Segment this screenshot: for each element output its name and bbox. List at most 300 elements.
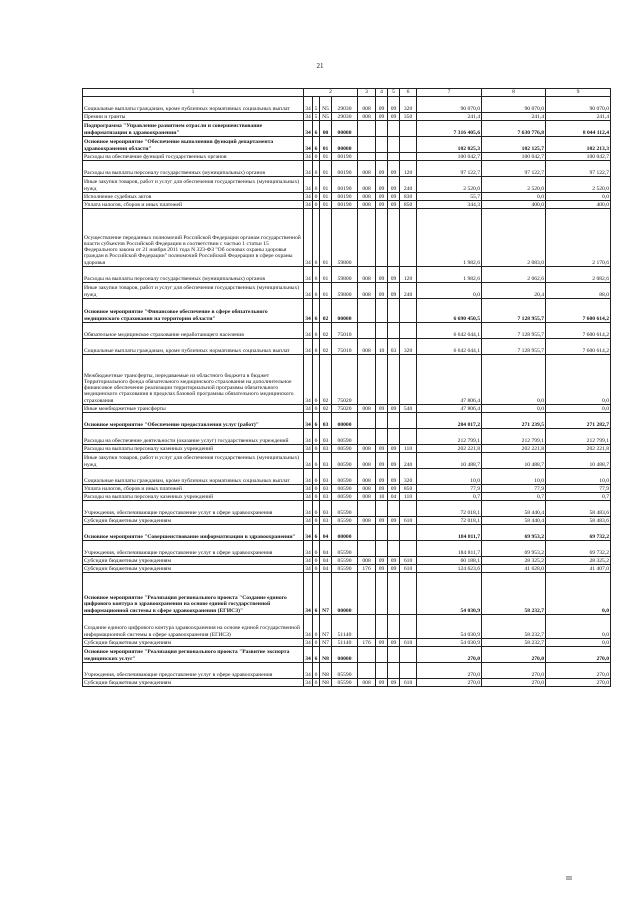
- code-cell: 00190: [332, 201, 358, 209]
- code-cell: 00000: [332, 137, 358, 153]
- code-cell: 05590: [332, 565, 358, 573]
- code-cell: 34: [304, 121, 313, 137]
- subsection-cell: [388, 647, 400, 663]
- code-cell: 6: [313, 647, 320, 663]
- row-name-cell: Социальные выплаты гражданам, кроме публичных нормативных социальных выплат: [83, 469, 304, 485]
- amount-cell: 102 125,7: [482, 137, 546, 153]
- subsection-cell: 09: [388, 97, 400, 113]
- code-cell: 34: [304, 663, 313, 679]
- section-cell: 10: [376, 493, 388, 501]
- table-row: [83, 413, 611, 429]
- grbs-cell: [358, 355, 376, 405]
- code-cell: N5: [320, 97, 332, 113]
- row-name-cell: Субсидии бюджетным учреждениям: [83, 517, 304, 525]
- code-cell: 01: [320, 201, 332, 209]
- row-name-cell: Учреждения, обеспечивающие предоставление услуг в сфере здравоохранения: [83, 663, 304, 679]
- expense-type-cell: [400, 121, 417, 137]
- code-cell: 04: [320, 565, 332, 573]
- amount-cell: 69 732,2: [546, 541, 611, 557]
- amount-cell: 7 600 614,2: [546, 339, 611, 355]
- expense-type-cell: [400, 413, 417, 429]
- amount-cell: 2 520,0: [482, 177, 546, 193]
- code-cell: 03: [320, 469, 332, 485]
- expense-type-cell: [400, 501, 417, 517]
- code-cell: 02: [320, 299, 332, 323]
- grbs-cell: 176: [358, 639, 376, 647]
- expense-type-cell: [400, 153, 417, 161]
- table-row: [83, 323, 611, 339]
- grbs-cell: [358, 615, 376, 639]
- corner-mark: III: [566, 876, 572, 882]
- grbs-cell: [358, 429, 376, 445]
- expense-type-cell: [400, 647, 417, 663]
- code-cell: 01: [320, 177, 332, 193]
- code-cell: 05590: [332, 679, 358, 687]
- subsection-cell: [388, 541, 400, 557]
- subsection-cell: 09: [388, 565, 400, 573]
- column-header: 1: [83, 89, 304, 97]
- code-cell: 34: [304, 429, 313, 445]
- section-cell: [376, 429, 388, 445]
- row-name-cell: Иные закупки товаров, работ и услуг для обеспечения государственных (муниципальных) нужд: [83, 283, 304, 299]
- amount-cell: 0,0: [482, 355, 546, 405]
- column-header: 3: [358, 89, 376, 97]
- code-cell: 34: [304, 339, 313, 355]
- amount-cell: 41 628,0: [482, 565, 546, 573]
- row-name-cell: Основное мероприятие "Обеспечение предоставления услуг (работ)": [83, 413, 304, 429]
- row-name-cell: Исполнение судебных актов: [83, 193, 304, 201]
- code-cell: 34: [304, 137, 313, 153]
- row-name-cell: Уплата налогов, сборов и иных платежей: [83, 485, 304, 493]
- section-cell: 09: [376, 517, 388, 525]
- amount-cell: 10,0: [482, 469, 546, 485]
- table-row: [83, 557, 611, 565]
- section-cell: 09: [376, 679, 388, 687]
- section-cell: 09: [376, 201, 388, 209]
- row-name-cell: Иные закупки товаров, работ и услуг для обеспечения государственных (муниципальных) нужд: [83, 453, 304, 469]
- code-cell: 00590: [332, 485, 358, 493]
- code-cell: 6: [313, 283, 320, 299]
- amount-cell: 270,0: [417, 647, 482, 663]
- row-name-cell: Уплата налогов, сборов и иных платежей: [83, 201, 304, 209]
- section-cell: 09: [376, 453, 388, 469]
- code-cell: 34: [305, 193, 311, 200]
- expense-type-cell: 610: [400, 679, 417, 687]
- code-cell: 01: [320, 283, 332, 299]
- row-name-cell: Расходы на выплаты персоналу государственных (муниципальных) органов: [83, 267, 304, 283]
- code-cell: 05590: [332, 557, 358, 565]
- table-row: [83, 679, 611, 687]
- row-name-cell: Расходы на обеспечение деятельности (оказание услуг) государственных учреждений: [83, 429, 304, 445]
- grbs-cell: [358, 137, 376, 153]
- table-row: [83, 615, 611, 639]
- amount-cell: 0,7: [417, 493, 482, 501]
- code-cell: 6: [313, 639, 320, 647]
- subsection-cell: 09: [388, 517, 400, 525]
- row-name-cell: Межбюджетные трансферты, передаваемые из областного бюджета в бюджет Территориального фонда обязательного медицинского страхования на дополнительное финансовое обеспечение реализации территориальной программы обязательного медицинского страхования в пределах базовой программы обязательного медицинского страхования: [83, 355, 304, 405]
- code-cell: 00000: [332, 573, 358, 615]
- grbs-cell: [358, 153, 376, 161]
- code-cell: 34: [304, 299, 313, 323]
- subsection-cell: 09: [388, 177, 400, 193]
- table-row: [83, 501, 611, 517]
- subsection-cell: [388, 137, 400, 153]
- code-cell: 00000: [332, 525, 358, 541]
- section-cell: 09: [376, 485, 388, 493]
- amount-cell: 77,9: [546, 485, 611, 493]
- section-cell: 09: [376, 405, 388, 413]
- code-cell: 02: [320, 339, 332, 355]
- code-cell: 03: [320, 445, 332, 453]
- subsection-cell: [388, 501, 400, 517]
- amount-cell: 0,0: [482, 193, 546, 201]
- code-cell: 34: [304, 97, 313, 113]
- code-cell: N7: [320, 615, 332, 639]
- section-cell: 09: [376, 557, 388, 565]
- code-cell: 34: [304, 501, 313, 517]
- code-cell: 02: [320, 355, 332, 405]
- code-cell: 6: [313, 161, 320, 177]
- code-cell: 34: [305, 565, 311, 572]
- code-cell: 01: [320, 137, 332, 153]
- subsection-cell: [388, 615, 400, 639]
- table-row: [83, 445, 611, 453]
- code-cell: 6: [313, 355, 320, 405]
- section-cell: [376, 663, 388, 679]
- grbs-cell: [358, 525, 376, 541]
- code-cell: 34: [304, 283, 313, 299]
- subsection-cell: 09: [388, 639, 400, 647]
- amount-cell: 7 316 405,6: [417, 121, 482, 137]
- code-cell: 05590: [332, 663, 358, 679]
- amount-cell: 41 407,0: [546, 565, 611, 573]
- grbs-cell: 008: [358, 453, 376, 469]
- code-cell: 59800: [332, 267, 358, 283]
- code-cell: 6: [313, 193, 320, 201]
- expense-type-cell: [400, 541, 417, 557]
- table-row: [83, 647, 611, 663]
- table-row: [83, 355, 611, 405]
- code-cell: 6: [313, 517, 320, 525]
- code-cell: 03: [320, 493, 332, 501]
- section-cell: 09: [376, 161, 388, 177]
- amount-cell: 97 122,7: [417, 161, 482, 177]
- subsection-cell: 09: [388, 485, 400, 493]
- code-cell: 5: [313, 113, 320, 121]
- row-name-cell: Учреждения, обеспечивающие предоставление услуг в сфере здравоохранения: [83, 501, 304, 517]
- expense-type-cell: 850: [400, 201, 417, 209]
- amount-cell: 69 953,2: [482, 525, 546, 541]
- code-cell: 6: [313, 541, 320, 557]
- section-cell: [376, 647, 388, 663]
- section-cell: [376, 573, 388, 615]
- amount-cell: 69 953,2: [482, 541, 546, 557]
- expense-type-cell: [400, 429, 417, 445]
- amount-cell: 0,0: [546, 355, 611, 405]
- expense-type-cell: [400, 573, 417, 615]
- amount-cell: 0,0: [417, 283, 482, 299]
- amount-cell: 0,0: [546, 573, 611, 615]
- expense-type-cell: 320: [400, 339, 417, 355]
- row-name-cell: Социальные выплаты гражданам, кроме публичных нормативных социальных выплат: [83, 339, 304, 355]
- amount-cell: 241,4: [482, 113, 546, 121]
- row-name-cell: Расходы на выплаты персоналу казенных учреждений: [83, 445, 304, 453]
- code-cell: 6: [313, 615, 320, 639]
- code-cell: 6: [313, 137, 320, 153]
- amount-cell: 270,0: [482, 679, 546, 687]
- amount-cell: 102 025,3: [417, 137, 482, 153]
- amount-cell: 0,0: [482, 405, 546, 413]
- amount-cell: 100 042,7: [417, 153, 482, 161]
- amount-cell: 0,0: [546, 193, 611, 201]
- grbs-cell: [358, 323, 376, 339]
- code-cell: 34: [305, 557, 311, 564]
- code-cell: 75020: [332, 355, 358, 405]
- amount-cell: 2 520,0: [546, 177, 611, 193]
- grbs-cell: [358, 501, 376, 517]
- section-cell: 09: [376, 565, 388, 573]
- section-cell: 09: [376, 177, 388, 193]
- section-cell: [376, 209, 388, 267]
- code-cell: 34: [305, 153, 311, 160]
- code-cell: 29030: [332, 113, 358, 121]
- amount-cell: 344,3: [417, 201, 482, 209]
- column-header: 2: [304, 89, 358, 97]
- amount-cell: 72 018,1: [417, 517, 482, 525]
- code-cell: 00190: [332, 177, 358, 193]
- amount-cell: 54 030,9: [417, 573, 482, 615]
- row-name-cell: Расходы на обеспечение функций государственных органов: [83, 153, 304, 161]
- table-row: [83, 469, 611, 485]
- code-cell: 34: [305, 679, 311, 686]
- code-cell: 6: [313, 429, 320, 445]
- code-cell: 02: [320, 323, 332, 339]
- row-name-cell: Основное мероприятие "Реализация регионального проекта "Развитие экспорта медицинских услуг": [83, 647, 304, 663]
- row-name-cell: Основное мероприятие "Обеспечение выполнения функций департамента здравоохранения области": [83, 137, 304, 153]
- row-name-cell: Обязательное медицинское страхование неработающего населения: [83, 323, 304, 339]
- expense-type-cell: 610: [400, 517, 417, 525]
- subsection-cell: [388, 429, 400, 445]
- amount-cell: 100 042,7: [546, 153, 611, 161]
- table-row: [83, 339, 611, 355]
- expense-type-cell: [400, 323, 417, 339]
- amount-cell: 270,0: [417, 679, 482, 687]
- subsection-cell: 09: [388, 405, 400, 413]
- section-cell: 09: [376, 113, 388, 121]
- section-cell: 09: [376, 193, 388, 201]
- grbs-cell: 008: [358, 485, 376, 493]
- code-cell: 6: [313, 153, 320, 161]
- subsection-cell: [388, 121, 400, 137]
- expense-type-cell: [400, 299, 417, 323]
- amount-cell: 271 282,7: [546, 413, 611, 429]
- code-cell: N7: [320, 573, 332, 615]
- code-cell: 34: [304, 525, 313, 541]
- code-cell: 6: [313, 177, 320, 193]
- table-row: [83, 663, 611, 679]
- grbs-cell: 008: [358, 161, 376, 177]
- subsection-cell: 09: [388, 283, 400, 299]
- table-row: [83, 639, 611, 647]
- code-cell: 34: [304, 267, 313, 283]
- section-cell: [376, 137, 388, 153]
- grbs-cell: 008: [358, 679, 376, 687]
- code-cell: 00590: [332, 429, 358, 445]
- subsection-cell: [388, 209, 400, 267]
- code-cell: 6: [313, 339, 320, 355]
- code-cell: 03: [320, 453, 332, 469]
- code-cell: N7: [320, 639, 332, 647]
- code-cell: 6: [313, 201, 320, 209]
- column-header: 6: [400, 89, 417, 97]
- section-cell: 09: [376, 283, 388, 299]
- code-cell: 01: [320, 161, 332, 177]
- column-header: 5: [388, 89, 400, 97]
- code-cell: 6: [313, 565, 320, 573]
- row-name-cell: Основное мероприятие "Реализация регионального проекта "Создание единого цифрового контура в здравоохранении на основе единой государственной информационной системы в сфере здравоохранения (ЕГИСЗ)": [83, 573, 304, 615]
- table-row: [83, 153, 611, 161]
- row-name-cell: Создание единого цифрового контура здравоохранения на основе единой государственной информационной системы в сфере здравоохранения (ЕГИСЗ): [83, 615, 304, 639]
- amount-cell: 1 982,6: [417, 209, 482, 267]
- code-cell: 6: [313, 557, 320, 565]
- table-row: [83, 113, 611, 121]
- expense-type-cell: [400, 525, 417, 541]
- code-cell: 6: [313, 267, 320, 283]
- amount-cell: 7 128 955,7: [482, 299, 546, 323]
- subsection-cell: 04: [388, 493, 400, 501]
- grbs-cell: [358, 413, 376, 429]
- table-row: [83, 525, 611, 541]
- code-cell: 6: [313, 485, 320, 493]
- code-cell: 34: [304, 323, 313, 339]
- subsection-cell: [388, 355, 400, 405]
- grbs-cell: [358, 647, 376, 663]
- subsection-cell: 09: [388, 469, 400, 485]
- amount-cell: 60 188,1: [417, 557, 482, 565]
- code-cell: 04: [320, 557, 332, 565]
- code-cell: 34: [304, 161, 313, 177]
- expense-type-cell: 350: [400, 113, 417, 121]
- code-cell: 34: [305, 517, 311, 524]
- grbs-cell: 008: [358, 557, 376, 565]
- amount-cell: 72 018,1: [417, 501, 482, 517]
- table-row: [83, 209, 611, 267]
- amount-cell: 28 325,2: [482, 557, 546, 565]
- expense-type-cell: 540: [400, 405, 417, 413]
- grbs-cell: 008: [358, 469, 376, 485]
- subsection-cell: 09: [388, 201, 400, 209]
- amount-cell: 7 128 955,7: [482, 339, 546, 355]
- amount-cell: 10 488,7: [417, 453, 482, 469]
- code-cell: 00190: [332, 153, 358, 161]
- column-header: 9: [546, 89, 611, 97]
- code-cell: 34: [305, 485, 311, 492]
- code-cell: 05590: [332, 501, 358, 517]
- amount-cell: 270,0: [417, 663, 482, 679]
- section-cell: 09: [376, 267, 388, 283]
- section-cell: [376, 541, 388, 557]
- code-cell: 6: [313, 663, 320, 679]
- expense-type-cell: 320: [400, 97, 417, 113]
- row-name-cell: Субсидии бюджетным учреждениям: [83, 565, 304, 573]
- code-cell: 6: [313, 469, 320, 485]
- subsection-cell: 03: [388, 339, 400, 355]
- expense-type-cell: 610: [400, 639, 417, 647]
- row-name-cell: Основное мероприятие "Финансовое обеспечение в сфере обязательного медицинского страхования на территории области": [83, 299, 304, 323]
- amount-cell: 90 070,0: [417, 97, 482, 113]
- expense-type-cell: 240: [400, 177, 417, 193]
- section-cell: [376, 153, 388, 161]
- code-cell: 34: [304, 469, 313, 485]
- code-cell: 6: [313, 323, 320, 339]
- amount-cell: 400,0: [482, 201, 546, 209]
- amount-cell: 102 213,3: [546, 137, 611, 153]
- amount-cell: 54 030,9: [417, 639, 482, 647]
- table-row: [83, 405, 611, 413]
- subsection-cell: [388, 525, 400, 541]
- code-cell: 29030: [332, 97, 358, 113]
- table-row: [83, 161, 611, 177]
- amount-cell: 58 440,4: [482, 501, 546, 517]
- amount-cell: 28 325,2: [546, 557, 611, 565]
- amount-cell: 0,7: [546, 493, 611, 501]
- amount-cell: 7 600 614,2: [546, 323, 611, 339]
- amount-cell: 184 811,7: [417, 541, 482, 557]
- grbs-cell: 008: [358, 339, 376, 355]
- code-cell: 51140: [332, 615, 358, 639]
- amount-cell: 7 128 955,7: [482, 323, 546, 339]
- expense-type-cell: 610: [400, 557, 417, 565]
- amount-cell: 270,0: [482, 647, 546, 663]
- code-cell: 00000: [332, 299, 358, 323]
- code-cell: 6: [313, 299, 320, 323]
- expense-type-cell: [400, 663, 417, 679]
- code-cell: 34: [305, 639, 311, 646]
- amount-cell: 0,7: [482, 493, 546, 501]
- expense-type-cell: 110: [400, 493, 417, 501]
- amount-cell: 400,0: [546, 201, 611, 209]
- code-cell: 05590: [332, 541, 358, 557]
- code-cell: 51140: [332, 639, 358, 647]
- code-cell: 01: [320, 267, 332, 283]
- amount-cell: 6 642 644,1: [417, 323, 482, 339]
- section-cell: 09: [376, 639, 388, 647]
- code-cell: 59800: [332, 209, 358, 267]
- section-cell: 09: [376, 97, 388, 113]
- subsection-cell: 09: [388, 445, 400, 453]
- subsection-cell: [388, 663, 400, 679]
- expense-type-cell: [400, 209, 417, 267]
- amount-cell: 2 082,6: [546, 267, 611, 283]
- subsection-cell: 09: [388, 557, 400, 565]
- code-cell: 00590: [332, 453, 358, 469]
- amount-cell: 271 239,5: [482, 413, 546, 429]
- code-cell: 00190: [332, 193, 358, 201]
- amount-cell: 270,0: [482, 663, 546, 679]
- code-cell: N8: [320, 663, 332, 679]
- code-cell: 00000: [332, 647, 358, 663]
- section-cell: 10: [376, 339, 388, 355]
- grbs-cell: 008: [358, 113, 376, 121]
- expense-type-cell: [400, 355, 417, 405]
- amount-cell: 54 030,9: [417, 615, 482, 639]
- amount-cell: 7 600 614,2: [546, 299, 611, 323]
- row-name-cell: Расходы на выплаты персоналу государственных (муниципальных) органов: [83, 161, 304, 177]
- section-cell: [376, 501, 388, 517]
- grbs-cell: [358, 541, 376, 557]
- amount-cell: 2 520,0: [417, 177, 482, 193]
- code-cell: N5: [320, 113, 332, 121]
